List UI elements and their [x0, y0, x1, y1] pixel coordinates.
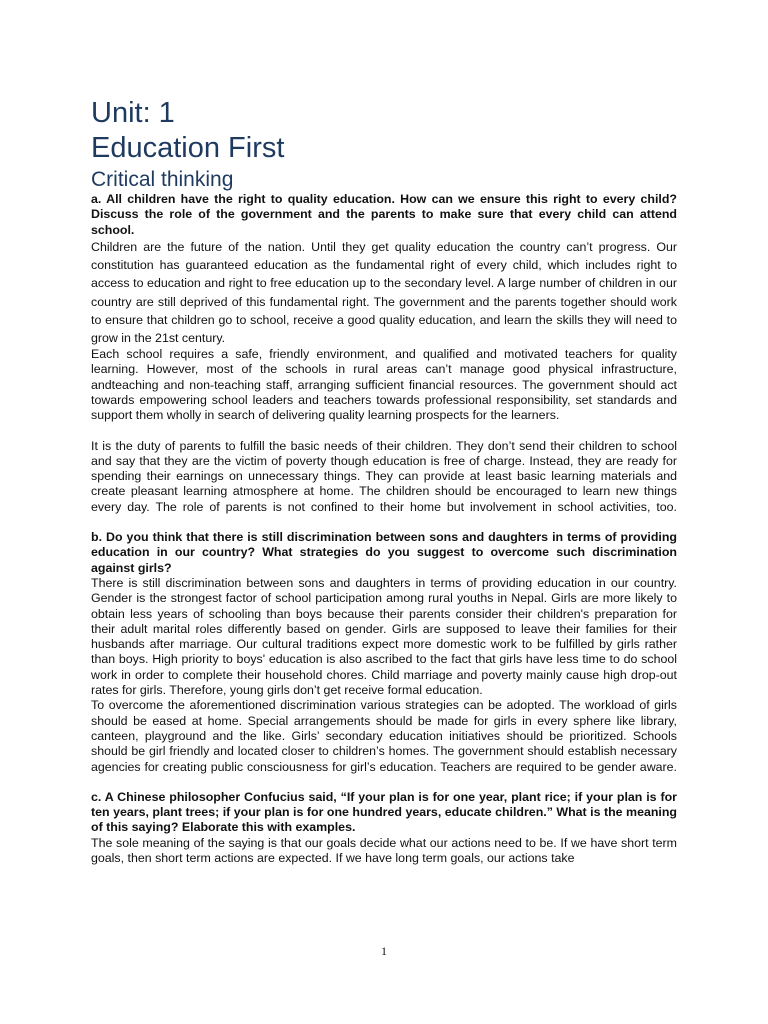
- answer-b-paragraph-2: To overcome the aforementioned discrimination various strategies can be adopted. The workload of girls should be eased at home. Special arrangements should be made for girls in every sphere like library, canteen, playground and the like. Girls’ secondary education initiatives should be prioritized. Schools should be girl friendly and located closer to children’s homes. The government should establish necessary agencies for creating public consciousness for girl’s education. Teachers are required to be gender aware.: [91, 698, 677, 774]
- answer-c-paragraph-1: The sole meaning of the saying is that our goals decide what our actions need to be. If we have short term goals, then short term actions are expected. If we have long term goals, our actions take: [91, 835, 677, 866]
- paragraph-gap: [91, 515, 677, 530]
- answer-a-paragraph-2: Each school requires a safe, friendly environment, and qualified and motivated teachers for quality learning. However, most of the schools in rural areas can’t manage good physical infrastructure, andteaching and non-teaching staff, arranging sufficient financial resources. The government should act towards empowering school leaders and teachers towards professional responsibility, set standards and support them wholly in search of delivering quality learning prospects for the learners.: [91, 347, 677, 423]
- answer-a-paragraph-3: It is the duty of parents to fulfill the basic needs of their children. They don’t send their children to school and say that they are the victim of poverty though education is free of charge. Instead, they are ready for spending their earnings on unnecessary things. They can provide at least basic learning materials and create pleasant learning atmosphere at home. The children should be encouraged to learn new things every day. The role of parents is not confined to their home but involvement in school activities, too.: [91, 438, 677, 514]
- section-subtitle: Critical thinking: [91, 168, 234, 191]
- paragraph-gap: [91, 775, 677, 790]
- question-c: c. A Chinese philosopher Confucius said, “If your plan is for one year, plant rice; if your plan is for ten years, plant trees; if your plan is for one hundred years, educate children.” What is the meaning of this saying? Elaborate this with examples.: [91, 789, 677, 835]
- answer-a-paragraph-1: Children are the future of the nation. Until they get quality education the country can’t progress. Our constitution has guaranteed education as the fundamental right of every child, which includes right to access to education and right to free education up to the secondary level. A large number of children in our country are still deprived of this fundamental right. The government and the parents together should work to ensure that children go to school, receive a good quality education, and learn the skills they will need to grow in the 21st century.: [91, 239, 677, 345]
- chapter-title: Education First: [91, 132, 285, 164]
- paragraph-gap: [91, 424, 677, 439]
- answer-b-paragraph-1: There is still discrimination between sons and daughters in terms of providing education in our country. Gender is the strongest factor of school participation among rural youths in Nepal. Girls are more likely to obtain less years of schooling than boys because their parents consider their children's preparation for their adult marital roles differently based on gender. Girls are supposed to leave their families for their husbands after marriage. Our cultural traditions expect more domestic work to be fulfilled by girls rather than boys. High priority to boys' education is also ascribed to the fact that girls have less time to do school work in order to complete their household chores. Child marriage and poverty mainly cause high drop-out rates for girls. Therefore, young girls don’t get receive formal education.: [91, 575, 677, 698]
- page-number: 1: [381, 944, 387, 958]
- document-page: [91, 90, 677, 866]
- question-a: a. All children have the right to quality education. How can we ensure this right to every child? Discuss the role of the government and the parents to make sure that every child can attend school.: [91, 192, 677, 237]
- unit-heading: Unit: 1: [91, 97, 175, 129]
- question-b: b. Do you think that there is still discrimination between sons and daughters in terms of providing education in our country? What strategies do you suggest to overcome such discrimination against girls?: [91, 530, 677, 575]
